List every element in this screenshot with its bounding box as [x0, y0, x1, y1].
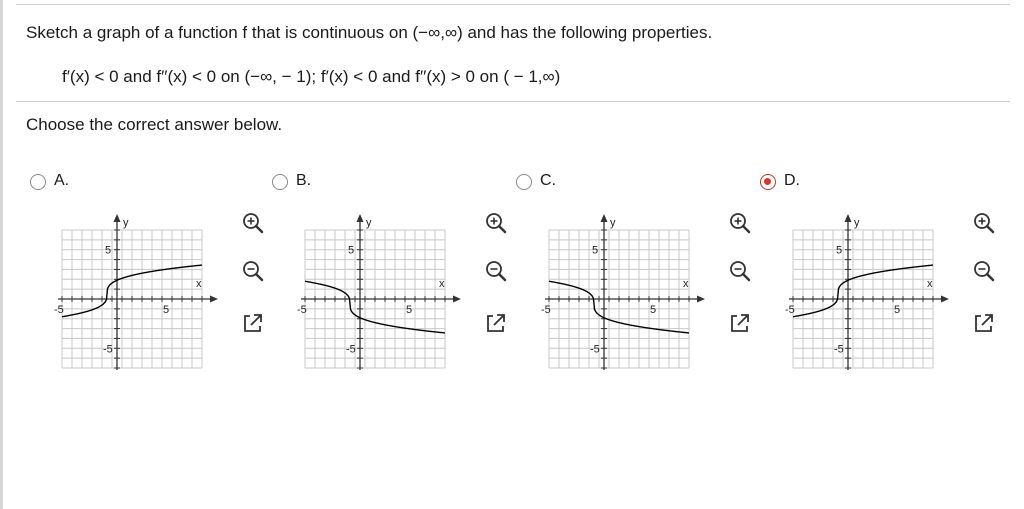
- zoom-out-icon[interactable]: [727, 258, 753, 284]
- x-tick-label-5: 5: [406, 304, 413, 316]
- y-axis-label: y: [366, 217, 372, 229]
- y-axis-label: y: [854, 217, 860, 229]
- instruction-text: Choose the correct answer below.: [26, 115, 283, 134]
- x-axis-arrow: [453, 296, 461, 303]
- x-axis-label: x: [683, 278, 689, 290]
- magnifier-handle: [743, 226, 749, 232]
- zoom-in-icon[interactable]: [727, 210, 753, 236]
- choice-letter-c[interactable]: C.: [540, 172, 556, 189]
- choice-radio-c[interactable]: [516, 174, 532, 190]
- magnifier-handle: [499, 226, 505, 232]
- magnifier-handle: [743, 274, 749, 280]
- magnifier-handle: [256, 226, 262, 232]
- magnifier-handle: [499, 274, 505, 280]
- x-tick-label-neg5: -5: [785, 304, 795, 316]
- choice-graph-a: [54, 212, 234, 382]
- y-tick-label-neg5: -5: [834, 343, 844, 356]
- y-axis-label: y: [610, 217, 616, 229]
- magnifier-handle: [987, 274, 993, 280]
- x-axis-label: x: [439, 278, 445, 290]
- x-axis-label: x: [927, 278, 933, 290]
- choice-graph-d: [785, 212, 965, 382]
- y-axis-label: y: [123, 217, 129, 229]
- y-tick-label-5: 5: [348, 244, 355, 257]
- choice-graph-b: [297, 212, 477, 382]
- x-tick-label-5: 5: [894, 304, 901, 316]
- x-axis-label: x: [196, 278, 202, 290]
- popout-icon[interactable]: [240, 310, 266, 336]
- y-axis-arrow: [357, 214, 364, 222]
- zoom-out-icon[interactable]: [483, 258, 509, 284]
- x-tick-label-5: 5: [650, 304, 657, 316]
- question-prompt: Sketch a graph of a function f that is continuous on (−∞,∞) and has the following properties.: [26, 23, 713, 42]
- y-tick-label-neg5: -5: [590, 343, 600, 356]
- x-tick-label-neg5: -5: [541, 304, 551, 316]
- x-axis-arrow: [697, 296, 705, 303]
- magnifier-handle: [256, 274, 262, 280]
- choice-letter-d[interactable]: D.: [784, 172, 800, 189]
- y-tick-label-5: 5: [836, 244, 843, 257]
- choice-letter-b[interactable]: B.: [296, 172, 312, 189]
- x-tick-label-neg5: -5: [54, 304, 64, 316]
- y-tick-label-neg5: -5: [103, 343, 113, 356]
- y-axis-arrow: [114, 214, 121, 222]
- zoom-in-icon[interactable]: [483, 210, 509, 236]
- popout-icon-arrow: [251, 315, 261, 325]
- popout-icon-arrow: [982, 315, 992, 325]
- y-axis-arrow: [845, 214, 852, 222]
- question-properties: f′(x) < 0 and f′′(x) < 0 on (−∞, − 1); f′(x) < 0 and f′′(x) > 0 on ( − 1,∞): [62, 67, 561, 86]
- popout-icon[interactable]: [483, 310, 509, 336]
- x-axis-arrow: [941, 296, 949, 303]
- zoom-in-icon[interactable]: [971, 210, 997, 236]
- popout-icon-arrow: [494, 315, 504, 325]
- popout-icon[interactable]: [971, 310, 997, 336]
- x-tick-label-neg5: -5: [297, 304, 307, 316]
- magnifier-handle: [987, 226, 993, 232]
- zoom-in-icon[interactable]: [240, 210, 266, 236]
- y-tick-label-5: 5: [105, 244, 112, 257]
- choice-radio-b[interactable]: [272, 174, 288, 190]
- x-tick-label-5: 5: [163, 304, 170, 316]
- zoom-out-icon[interactable]: [240, 258, 266, 284]
- left-border: [0, 0, 3, 509]
- zoom-out-icon[interactable]: [971, 258, 997, 284]
- popout-icon[interactable]: [727, 310, 753, 336]
- x-axis-arrow: [210, 296, 218, 303]
- y-tick-label-5: 5: [592, 244, 599, 257]
- section-divider: [16, 101, 1010, 102]
- choice-graph-c: [541, 212, 721, 382]
- choice-radio-a[interactable]: [30, 174, 46, 190]
- y-tick-label-neg5: -5: [346, 343, 356, 356]
- choice-letter-a[interactable]: A.: [54, 172, 70, 189]
- top-divider: [16, 4, 1010, 5]
- choice-radio-d[interactable]: [760, 174, 776, 190]
- y-axis-arrow: [601, 214, 608, 222]
- popout-icon-arrow: [738, 315, 748, 325]
